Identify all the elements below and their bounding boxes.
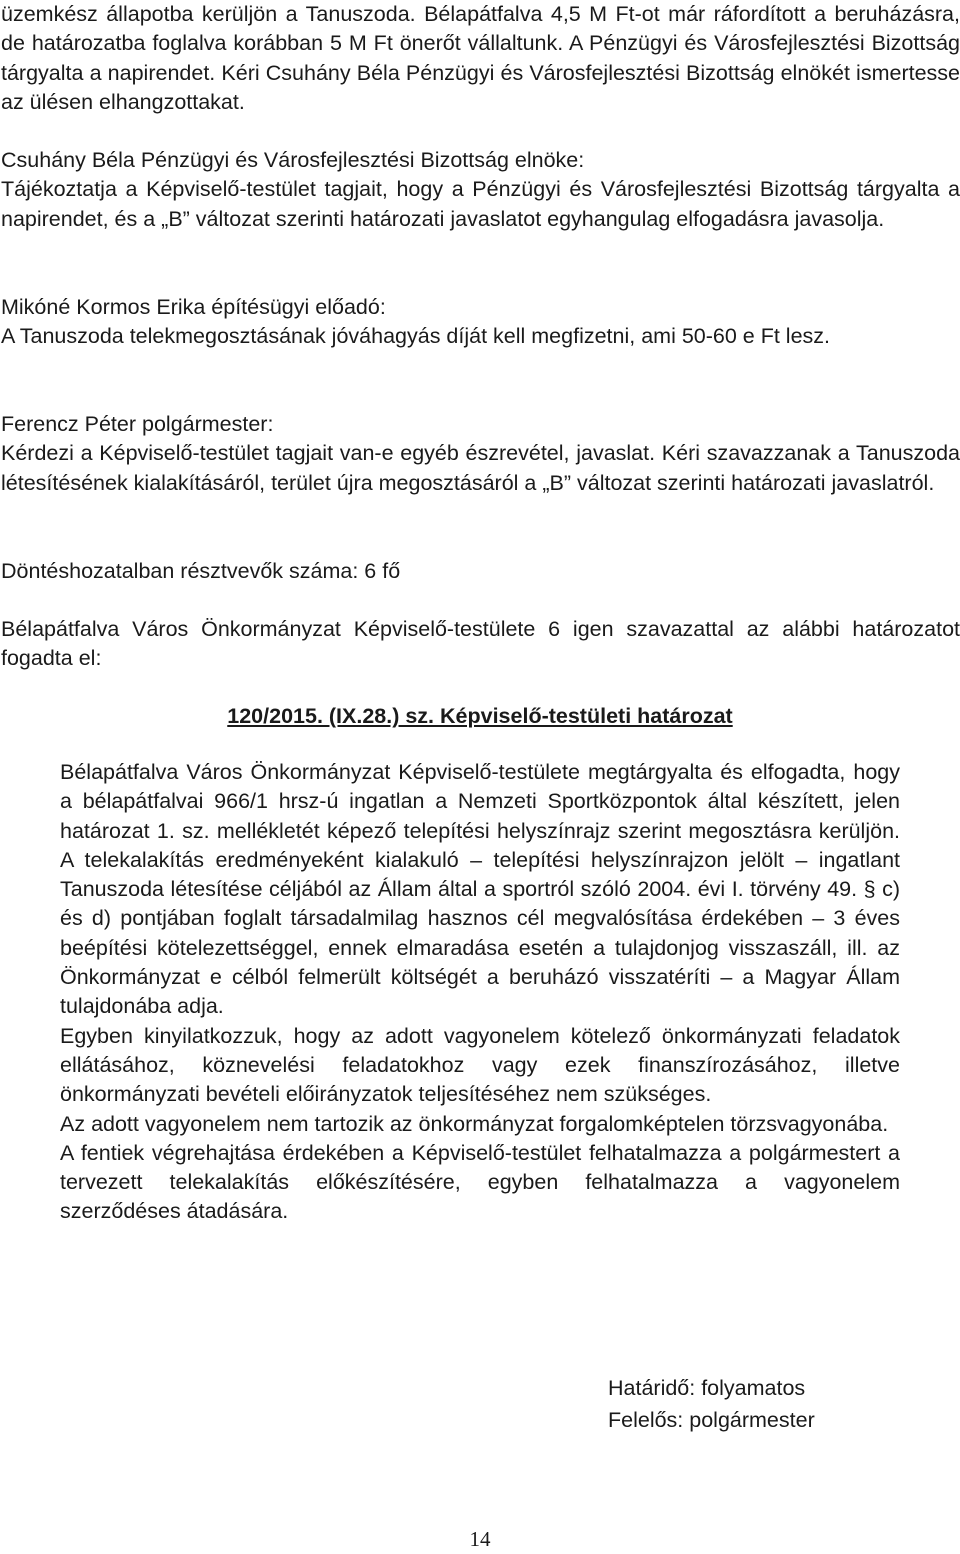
resolution-paragraph: Bélapátfalva Város Önkormányzat Képviselő-testülete megtárgyalta és elfogadta, hogy a bélapátfalvai 966/1 hrsz-ú ingatlan a Nemzeti Sportközpontok által készített, jelen határozat 1. sz. mellékletét képező telepítési helyszínrajz szerint megosztásra kerüljön. A telekalakítás eredményeként kialakuló – telepítési helyszínrajzon jelölt – ingatlant Tanuszoda létesítése céljából az Állam által a sportról szóló 2004. évi I. törvény 49. § c) és d) pontjában foglalt társadalmilag hasznos cél megvalósítása érdekében – 3 éves beépítési kötelezettséggel, ennek elmaradása esetén a tulajdonjog visszaszáll, ill. az Önkormányzat e célból felmerült költségét a beruházó visszatéríti – a Magyar Állam tulajdonába adja. [60, 760, 900, 1019]
vote-statement [1, 615, 960, 674]
speech-ferencz [1, 410, 960, 498]
speech-mikone [1, 293, 960, 352]
vote-text: Bélapátfalva Város Önkormányzat Képviselő-testülete 6 igen szavazattal az alábbi határozatot fogadta el: [1, 617, 960, 671]
resolution-paragraph: Az adott vagyonelem nem tartozik az önkormányzat forgalomképtelen törzsvagyonába. [60, 1111, 889, 1136]
resolution-body [60, 758, 900, 1227]
page-number: 14 [469, 1527, 491, 1551]
participants-line [1, 557, 960, 586]
intro-paragraph [1, 0, 960, 118]
resolution-paragraph: A fentiek végrehajtása érdekében a Képviselő-testület felhatalmazza a polgármestert a tervezett telekalakítás előkészítésére, egyben felhatalmazza a vagyonelem szerződéses átadására. [60, 1140, 900, 1224]
deadline-block [608, 1373, 815, 1436]
speech-text: Kérdezi a Képviselő-testület tagjait van-e egyéb észrevétel, javaslat. Kéri szavazzanak a Tanuszoda létesítésének kialakításáról, terület újra megosztásáról a „B” változat szerinti határozati javaslatról. [1, 441, 960, 495]
participants-text: Döntéshozatalban résztvevők száma: 6 fő [1, 559, 401, 583]
speaker-label: Ferencz Péter polgármester: [1, 412, 274, 436]
speech-text: A Tanuszoda telekmegosztásának jóváhagyás díját kell megfizetni, ami 50-60 e Ft lesz. [1, 324, 830, 349]
resolution-paragraph: Egyben kinyilatkozzuk, hogy az adott vagyonelem kötelező önkormányzati feladatok ellátásához, köznevelési feladatokhoz vagy ezek finanszírozásához, illetve önkormányzati bevételi előirányzatok teljesítéséhez nem szükséges. [60, 1023, 900, 1107]
intro-text: üzemkész állapotba kerüljön a Tanuszoda. Bélapátfalva 4,5 M Ft-ot már ráfordított a beruházásra, de határozatba foglalva korábban 5 M Ft önerőt vállaltunk. A Pénzügyi és Városfejlesztési Bizottság tárgyalta a napirendet. Kéri Csuhány Béla Pénzügyi és Városfejlesztési Bizottság elnökét ismertesse az ülésen elhangzottakat. [1, 2, 960, 115]
speaker-label: Mikóné Kormos Erika építésügyi előadó: [1, 295, 386, 319]
speech-csuhany [1, 146, 960, 234]
deadline-text: Határidő: folyamatos [608, 1376, 806, 1400]
speech-text: Tájékoztatja a Képviselő-testület tagjait, hogy a Pénzügyi és Városfejlesztési Bizottság tárgyalta a napirendet, és a „B” változat szerinti határozati javaslatot egyhangulag elfogadásra javasolja. [1, 177, 960, 231]
resolution-title: 120/2015. (IX.28.) sz. Képviselő-testületi határozat [227, 704, 733, 728]
responsible-text: Felelős: polgármester [608, 1407, 815, 1432]
speaker-label: Csuhány Béla Pénzügyi és Városfejlesztési Bizottság elnöke: [1, 148, 585, 172]
